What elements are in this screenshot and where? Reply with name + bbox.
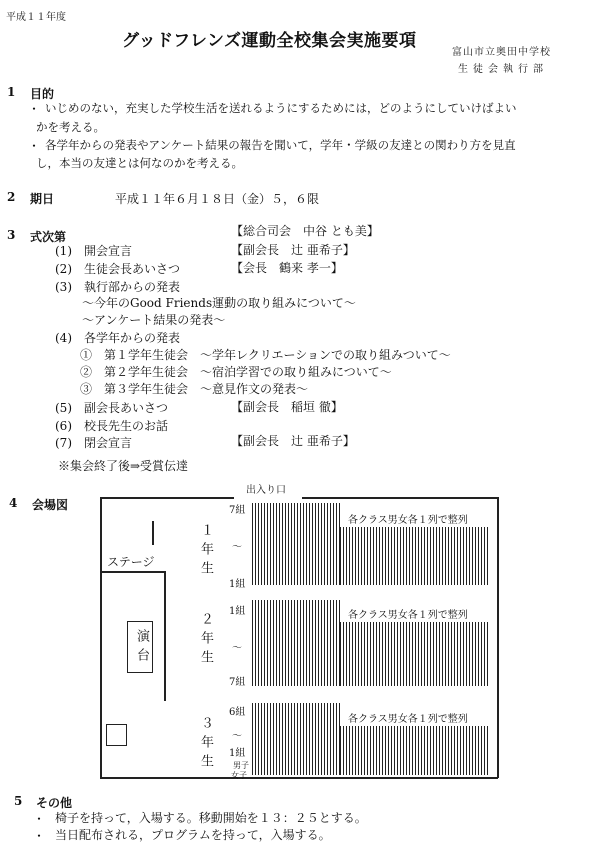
purpose-2-line-1: 各学年からの発表やアンケート結果の報告を聞いて，学年・学級の友達との関わり方を見直 [45,138,516,152]
grade-1-bottom-class: 1組 [229,579,246,590]
grade-3-bottom-class: 1組 [229,748,246,759]
grade-3-label: ３年生 [198,716,213,773]
program-item-3-sub-1: 〜今年のGood Friends運動の取り組みについて〜 [82,296,356,310]
grade-2-top-class: 1組 [229,606,246,617]
other-note-1: 椅子を持って，入場する。移動開始を１３：２５とする。 [55,811,367,825]
grade-2-bottom-class: 7組 [229,677,246,688]
grade-1-top-class: 7組 [229,505,246,516]
program-item-1: (1) 開会宣言 [55,244,132,258]
purpose-2-line-2: し，本当の友達とは何なのかを考える。 [36,156,243,170]
hall-wall-bottom [100,777,498,779]
page-title: グッドフレンズ運動全校集会実施要項 [122,31,417,51]
program-item-2: (2) 生徒会長あいさつ [55,262,180,276]
hall-wall-top-right [302,497,498,499]
grade-3-top-class: 6組 [229,707,246,718]
grade-1-label: １年生 [198,523,213,580]
section-1-number: 1 [7,85,16,99]
program-item-6: (6) 校長先生のお話 [55,419,168,433]
program-item-5: (5) 副会長あいさつ [55,401,168,415]
section-1-heading: 目的 [30,87,55,101]
girls-label: 女子 [231,771,247,780]
stage-edge [102,571,164,573]
program-item-2-role: 【会長 鶴来 孝一】 [231,261,343,275]
event-date: 平成１１年６月１８日（金）５，６限 [115,192,320,206]
grade-3-tilde: 〜 [232,731,242,742]
purpose-1-line-2: かを考える。 [36,120,105,134]
grade-2-lineup-note: 各クラス男女各１列で整列 [348,610,468,621]
grade-3-presenter: ③ 第３学年生徒会 [80,382,189,396]
section-5-number: 5 [14,794,23,808]
grade-2-topic: 〜宿泊学習での取り組みについて〜 [200,365,392,379]
grade-2-seats-1 [252,600,340,686]
program-item-4: (4) 各学年からの発表 [55,331,180,345]
program-item-3-sub-2: 〜アンケート結果の発表〜 [82,313,226,327]
program-item-7: (7) 閉会宣言 [55,436,132,450]
grade-3-topic: 〜意見作文の発表〜 [200,382,309,396]
program-item-5-role: 【副会長 稲垣 徹】 [231,400,343,414]
podium-label: 演台 [134,629,149,667]
grade-1-topic: 〜学年レクリエーションでの取り組みついて〜 [200,348,451,362]
grade-3-seats-1 [252,703,340,775]
section-3-heading: 式次第 [30,230,67,244]
bullet-dot: ・ [33,829,46,843]
grade-2-seats-2 [340,622,490,686]
program-item-1-role: 【副会長 辻 亜希子】 [231,243,355,257]
bullet-dot: ・ [28,102,41,116]
hall-wall-right [497,497,499,778]
school-name: 富山市立奥田中学校 [452,47,551,58]
section-4-heading: 会場図 [32,498,69,512]
stage-divider [152,521,154,545]
bullet-dot: ・ [33,812,46,826]
other-note-2: 当日配布される，プログラムを持って，入場する。 [55,828,331,842]
grade-1-seats-1 [252,503,340,585]
purpose-1-line-1: いじめのない，充実した学校生活を送れるようにするためには，どのようにしていけばよい [45,101,517,115]
program-item-3: (3) 執行部からの発表 [55,280,180,294]
section-3-number: 3 [7,228,16,242]
department-name: 生徒会執行部 [458,64,548,75]
grade-3-lineup-note: 各クラス男女各１列で整列 [348,714,468,725]
section-2-heading: 期日 [30,192,55,206]
program-item-7-role: 【副会長 辻 亜希子】 [231,434,355,448]
grade-1-lineup-note: 各クラス男女各１列で整列 [348,515,468,526]
grade-1-presenter: ① 第１学年生徒会 [80,348,189,362]
small-table [106,724,127,746]
bullet-dot: ・ [28,139,41,153]
boys-label: 男子 [233,761,249,770]
hall-wall-left [100,497,102,778]
stage-side [164,571,166,701]
section-4-number: 4 [9,496,18,510]
grade-2-label: ２年生 [198,612,213,669]
post-assembly-note: ※集会終了後⇒受賞伝達 [58,459,189,473]
section-5-heading: その他 [36,796,73,810]
grade-1-seats-2 [340,527,490,585]
grade-1-tilde: 〜 [232,542,242,553]
stage-label: ステージ [107,555,155,569]
section-2-number: 2 [7,190,16,204]
entrance-label: 出入り口 [246,485,286,496]
grade-3-seats-2 [340,726,490,775]
grade-2-presenter: ② 第２学年生徒会 [80,365,189,379]
hall-wall-top-left [100,497,234,499]
emcee: 【総合司会 中谷 とも美】 [231,224,379,238]
document-date: 平成１１年度 [6,12,66,23]
grade-2-tilde: 〜 [232,643,242,654]
